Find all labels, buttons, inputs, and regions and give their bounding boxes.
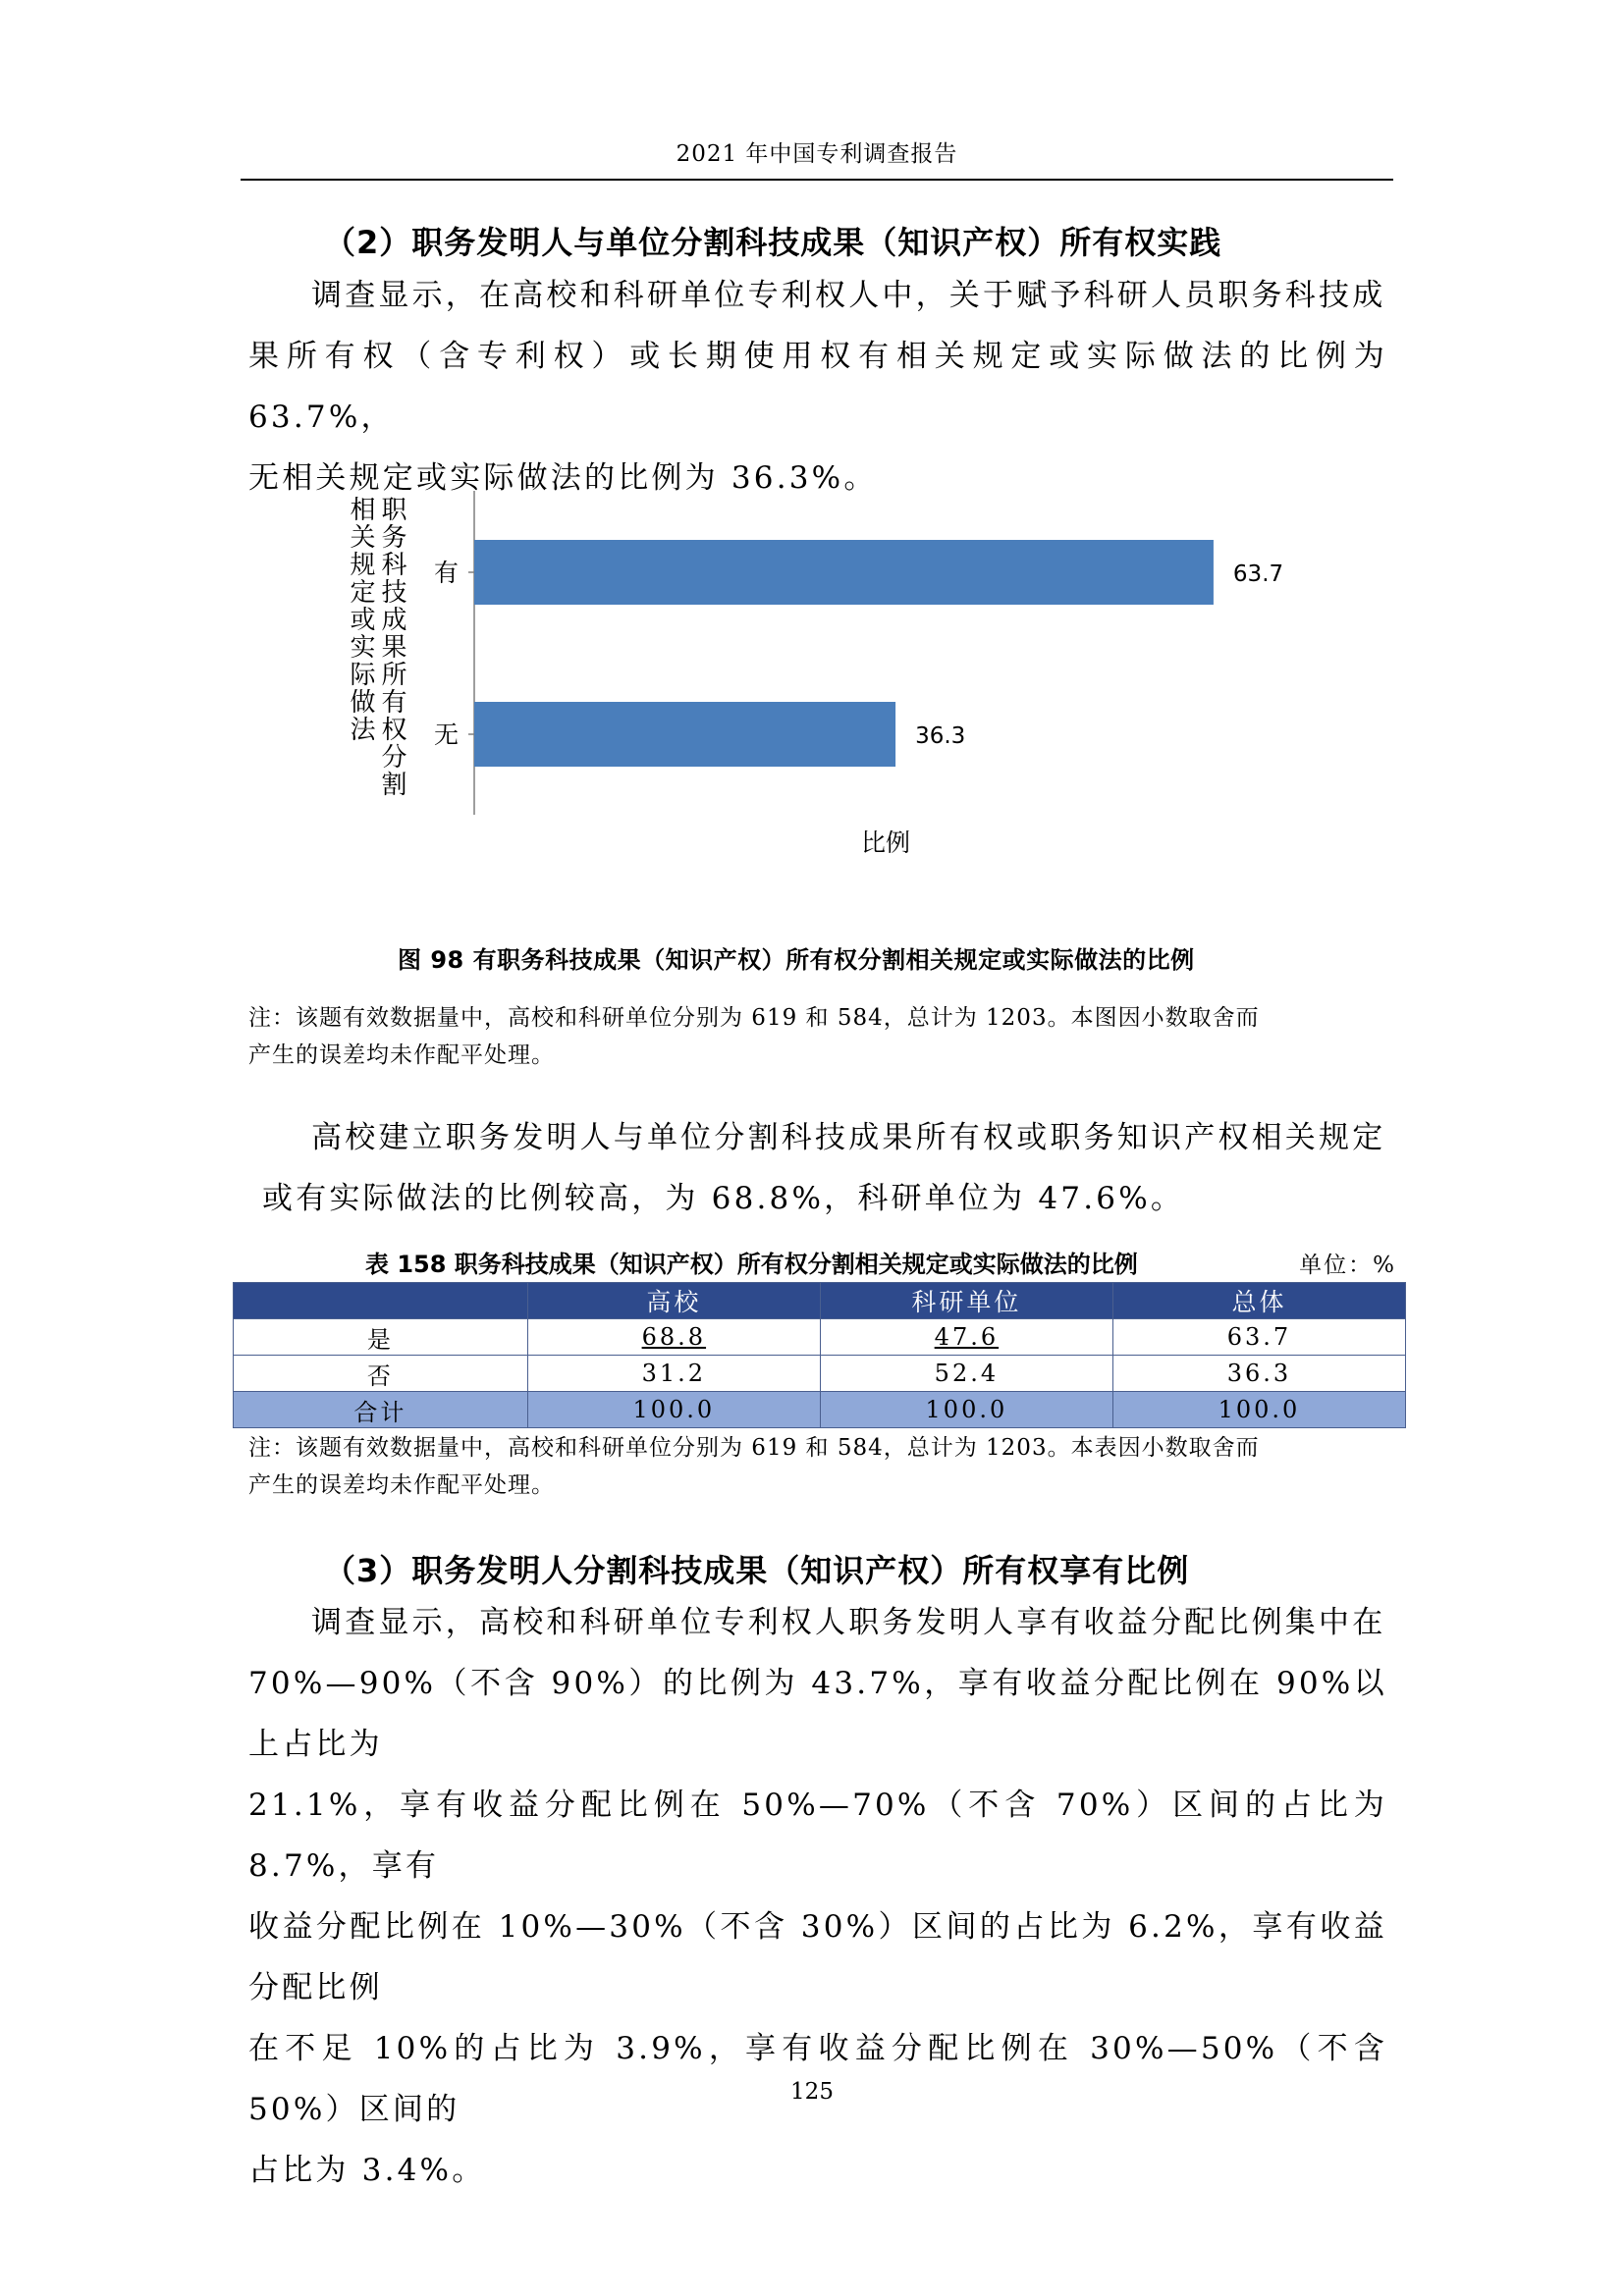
- bar-1: [474, 702, 895, 767]
- para-line: 在不足 10%的占比为 3.9%，享有收益分配比例在 30%—50%（不含 50%）区间的: [248, 2031, 1387, 2127]
- para-line: 或有实际做法的比例较高，为 68.8%，科研单位为 47.6%。: [262, 1181, 1185, 1216]
- table-title: 表 158 职务科技成果（知识产权）所有权分割相关规定或实际做法的比例: [365, 1251, 1138, 1278]
- para-line: 果所有权（含专利权）或长期使用权有相关规定或实际做法的比例为 63.7%，: [248, 339, 1387, 435]
- para-line: 调查显示，高校和科研单位专利权人职务发明人享有收益分配比例集中在: [311, 1605, 1386, 1640]
- table-header-row: [234, 1283, 1406, 1319]
- figure-caption: 图 98 有职务科技成果（知识产权）所有权分割相关规定或实际做法的比例: [398, 946, 1195, 974]
- bar-chart: [324, 466, 1306, 879]
- chart-y-axis-label: 职务科技成果所有权分割相关规定或实际做法: [346, 496, 406, 798]
- table-cell: [527, 1319, 820, 1356]
- table-cell: [820, 1319, 1112, 1356]
- table-cell: 否: [234, 1356, 528, 1392]
- para-line: 高校建立职务发明人与单位分割科技成果所有权或职务知识产权相关规定: [311, 1120, 1386, 1155]
- data-table: [233, 1282, 1406, 1428]
- para-line: 21.1%，享有收益分配比例在 50%—70%（不含 70%）区间的占比为 8.7%，享有: [248, 1788, 1387, 1884]
- para-line: 占比为 3.4%。: [248, 2153, 486, 2188]
- page-number: 125: [790, 2079, 834, 2105]
- table-total-row: [234, 1392, 1406, 1428]
- table-note: [248, 1429, 1387, 1504]
- table-cell: 31.2: [527, 1356, 820, 1392]
- report-header-title: 2021 年中国专利调查报告: [676, 141, 958, 167]
- table-cell: 100.0: [527, 1392, 820, 1428]
- bar-0: [474, 540, 1214, 605]
- section-3-paragraph: [248, 1592, 1387, 2201]
- table-cell: 是: [234, 1319, 528, 1356]
- table-title-row: [233, 1245, 1396, 1278]
- category-label-0: 有: [433, 559, 459, 587]
- table-header-cell: 总体: [1112, 1283, 1405, 1319]
- note-line: 产生的误差均未作配平处理。: [248, 1472, 555, 1498]
- note-line: 产生的误差均未作配平处理。: [248, 1042, 555, 1068]
- figure-note: [248, 999, 1387, 1074]
- x-axis-label: 比例: [860, 828, 911, 857]
- note-line: 注：该题有效数据量中，高校和科研单位分别为 619 和 584，总计为 1203。本表因小数取舍而: [248, 1435, 1260, 1461]
- table-cell: 52.4: [820, 1356, 1112, 1392]
- data-label-1: 36.3: [915, 723, 966, 749]
- section-2-heading: （2）职务发明人与单位分割科技成果（知识产权）所有权实践: [324, 224, 1222, 261]
- para-line: 无相关规定或实际做法的比例为 36.3%。: [248, 460, 878, 496]
- table-header-cell: 高校: [527, 1283, 820, 1319]
- table-cell: 100.0: [820, 1392, 1112, 1428]
- table-cell: 100.0: [1112, 1392, 1405, 1428]
- category-label-1: 无: [433, 721, 459, 749]
- table-row: [234, 1356, 1406, 1392]
- header-rule: [241, 179, 1393, 181]
- table-unit: 单位：%: [1299, 1253, 1396, 1278]
- table-header-cell: [234, 1283, 528, 1319]
- para-line: 收益分配比例在 10%—30%（不含 30%）区间的占比为 6.2%，享有收益分配比例: [248, 1909, 1387, 2005]
- table-header-cell: 科研单位: [820, 1283, 1112, 1319]
- table-cell: 63.7: [1112, 1319, 1405, 1356]
- table-cell: 合计: [234, 1392, 528, 1428]
- section-3-heading: （3）职务发明人分割科技成果（知识产权）所有权享有比例: [324, 1552, 1190, 1589]
- para-line: 70%—90%（不含 90%）的比例为 43.7%，享有收益分配比例在 90%以上占比为: [248, 1666, 1387, 1762]
- para-line: 调查显示，在高校和科研单位专利权人中，关于赋予科研人员职务科技成: [311, 278, 1386, 313]
- table-row: [234, 1319, 1406, 1356]
- table-cell-value: 68.8: [641, 1323, 707, 1351]
- paragraph-2: [248, 1107, 1387, 1229]
- note-line: 注：该题有效数据量中，高校和科研单位分别为 619 和 584，总计为 1203。本图因小数取舍而: [248, 1005, 1260, 1031]
- table-cell: 36.3: [1112, 1356, 1405, 1392]
- table-cell-value: 47.6: [934, 1323, 1000, 1351]
- data-label-0: 63.7: [1232, 561, 1284, 587]
